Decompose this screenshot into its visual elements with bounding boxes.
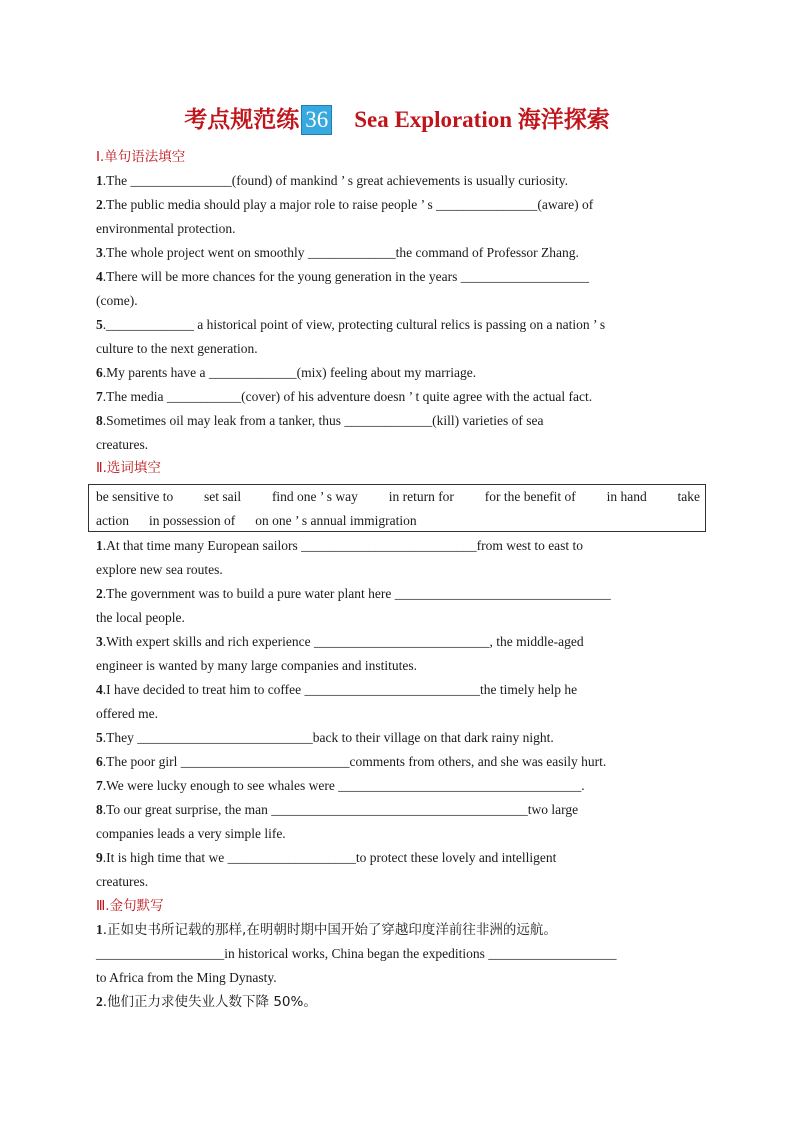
question-number: 9 bbox=[96, 850, 103, 865]
question-text: engineer is wanted by many large companies and institutes. bbox=[96, 658, 418, 673]
question-text: .With expert skills and rich experience __________________________, the middle-aged bbox=[102, 634, 584, 649]
lesson-number-badge: 36 bbox=[301, 105, 332, 135]
question-number: 4 bbox=[96, 682, 103, 697]
question-line bbox=[96, 195, 700, 215]
question-line bbox=[96, 536, 700, 556]
question-number: 4 bbox=[96, 269, 103, 284]
question-text: .I have decided to treat him to coffee __________________________the timely help he bbox=[102, 682, 578, 697]
question-text: culture to the next generation. bbox=[96, 341, 258, 356]
word-bank-item: set sail bbox=[204, 489, 242, 504]
question-line bbox=[96, 680, 700, 700]
word-bank-item: be sensitive to bbox=[96, 489, 174, 504]
question-line bbox=[96, 800, 700, 820]
question-line bbox=[96, 728, 700, 748]
question-line bbox=[96, 243, 700, 263]
question-number: 3 bbox=[96, 245, 103, 260]
question-text: .At that time many European sailors __________________________from west to east to bbox=[102, 538, 584, 553]
question-text: (come). bbox=[96, 293, 138, 308]
question-number: 2 bbox=[96, 586, 103, 601]
question-number: 5 bbox=[96, 317, 103, 332]
question-line bbox=[96, 656, 700, 676]
question-text: .The media ___________(cover) of his adventure doesn ’ t quite agree with the actual fact. bbox=[102, 389, 593, 404]
word-bank-item: in hand bbox=[606, 489, 647, 504]
question-line bbox=[96, 339, 700, 359]
question-line bbox=[96, 584, 700, 604]
title-chinese: 海洋探索 bbox=[517, 107, 610, 132]
question-line bbox=[96, 824, 700, 844]
question-line bbox=[96, 992, 700, 1012]
title-prefix: 考点规范练 bbox=[184, 107, 300, 132]
question-text: ___________________in historical works, China began the expeditions ___________________ bbox=[96, 946, 617, 961]
question-number: 7 bbox=[96, 778, 103, 793]
word-bank-row bbox=[96, 511, 700, 531]
word-bank-item: in return for bbox=[388, 489, 454, 504]
question-text: .The whole project went on smoothly _____________the command of Professor Zhang. bbox=[102, 245, 579, 260]
question-line bbox=[96, 752, 700, 772]
question-number: 1 bbox=[96, 922, 103, 937]
question-text: .他们正力求使失业人数下降 50%。 bbox=[102, 994, 317, 1010]
word-bank-item: take bbox=[677, 489, 700, 504]
question-line bbox=[96, 776, 700, 796]
question-line bbox=[96, 387, 700, 407]
question-text: the local people. bbox=[96, 610, 185, 625]
question-line bbox=[96, 171, 700, 191]
question-text: .They __________________________back to their village on that dark rainy night. bbox=[102, 730, 554, 745]
question-number: 8 bbox=[96, 413, 103, 428]
question-text: .The government was to build a pure water plant here ________________________________ bbox=[102, 586, 611, 601]
question-text: .We were lucky enough to see whales were ____________________________________. bbox=[102, 778, 585, 793]
word-bank-box bbox=[88, 484, 706, 532]
word-bank-item: action bbox=[96, 513, 129, 528]
question-text: .To our great surprise, the man ______________________________________two large bbox=[102, 802, 579, 817]
page-title bbox=[0, 103, 794, 137]
question-text: offered me. bbox=[96, 706, 158, 721]
question-line bbox=[96, 560, 700, 580]
word-bank-item: find one ’ s way bbox=[271, 489, 358, 504]
section-heading-3: Ⅲ.金句默写 bbox=[96, 898, 164, 914]
question-line bbox=[96, 315, 700, 335]
question-text: .Sometimes oil may leak from a tanker, thus _____________(kill) varieties of sea bbox=[102, 413, 544, 428]
question-number: 6 bbox=[96, 754, 103, 769]
question-line bbox=[96, 704, 700, 724]
question-line bbox=[96, 920, 700, 940]
word-bank-item: in possession of bbox=[149, 513, 236, 528]
question-line bbox=[96, 435, 700, 455]
question-line bbox=[96, 872, 700, 892]
question-line bbox=[96, 411, 700, 431]
question-line bbox=[96, 267, 700, 287]
question-text: .正如史书所记载的那样,在明朝时期中国开始了穿越印度洋前往非洲的远航。 bbox=[102, 922, 557, 938]
word-bank-item: for the benefit of bbox=[484, 489, 576, 504]
question-number: 2 bbox=[96, 994, 103, 1009]
question-text: .The public media should play a major role to raise people ’ s _______________(aware) of bbox=[102, 197, 594, 212]
question-text: .The poor girl _________________________comments from others, and she was easily hurt. bbox=[102, 754, 607, 769]
word-bank-row bbox=[96, 487, 700, 507]
question-text: creatures. bbox=[96, 437, 149, 452]
question-line bbox=[96, 291, 700, 311]
question-text: .My parents have a _____________(mix) feeling about my marriage. bbox=[102, 365, 477, 380]
question-line bbox=[96, 363, 700, 383]
question-text: ._____________ a historical point of view, protecting cultural relics is passing on a nation ’ s bbox=[102, 317, 606, 332]
question-line bbox=[96, 944, 700, 964]
section-heading-1: Ⅰ.单句语法填空 bbox=[96, 149, 186, 165]
question-line bbox=[96, 632, 700, 652]
question-text: companies leads a very simple life. bbox=[96, 826, 286, 841]
question-text: .There will be more chances for the young generation in the years ___________________ bbox=[102, 269, 589, 284]
question-line bbox=[96, 848, 700, 868]
question-number: 3 bbox=[96, 634, 103, 649]
question-number: 1 bbox=[96, 173, 103, 188]
question-number: 2 bbox=[96, 197, 103, 212]
question-text: .The _______________(found) of mankind ’ s great achievements is usually curiosity. bbox=[102, 173, 569, 188]
question-number: 6 bbox=[96, 365, 103, 380]
question-text: environmental protection. bbox=[96, 221, 236, 236]
question-text: .It is high time that we ___________________to protect these lovely and intelligent bbox=[102, 850, 557, 865]
question-line bbox=[96, 608, 700, 628]
question-text: creatures. bbox=[96, 874, 149, 889]
question-line bbox=[96, 968, 700, 988]
question-number: 1 bbox=[96, 538, 103, 553]
question-number: 8 bbox=[96, 802, 103, 817]
word-bank-item: on one ’ s annual immigration bbox=[255, 513, 417, 528]
question-number: 5 bbox=[96, 730, 103, 745]
question-number: 7 bbox=[96, 389, 103, 404]
section-heading-2: Ⅱ.选词填空 bbox=[96, 460, 161, 476]
question-text: to Africa from the Ming Dynasty. bbox=[96, 970, 277, 985]
question-line bbox=[96, 219, 700, 239]
question-text: explore new sea routes. bbox=[96, 562, 223, 577]
title-english: Sea Exploration bbox=[354, 107, 513, 132]
